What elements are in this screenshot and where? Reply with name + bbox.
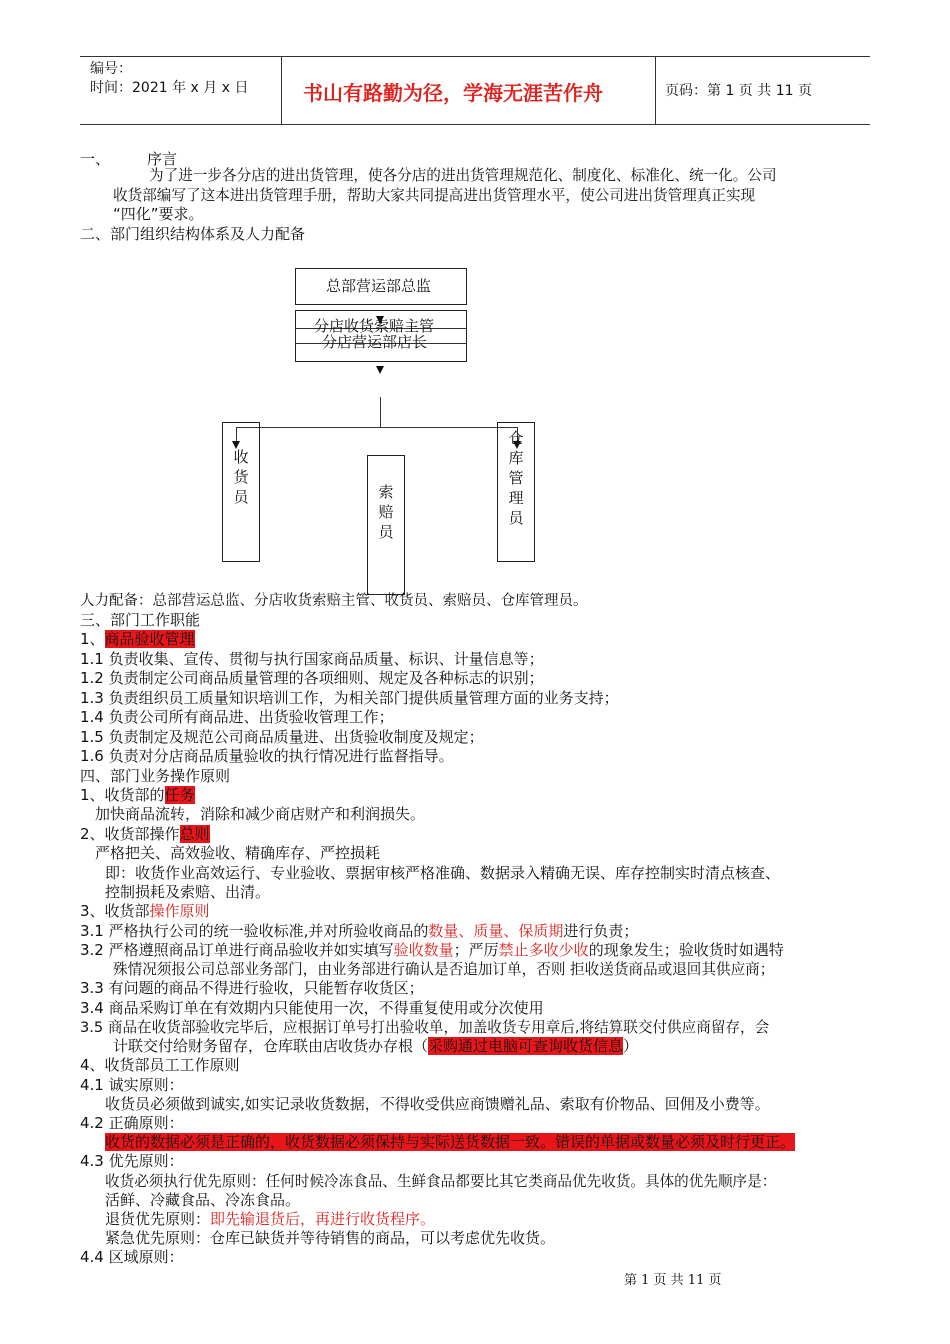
rule-3-4: 3.4 商品采购订单在有效期内只能使用一次，不得重复使用或分次使用 <box>80 999 544 1017</box>
date-label: 时间：2021 年 x 月 x 日 <box>90 80 249 96</box>
s4-2-text: 严格把关、高效验收、精确库存、严控损耗 <box>95 844 381 862</box>
section2-title: 二、部门组织结构体系及人力配备 <box>80 225 306 243</box>
rule-3-5: 3.5 商品在收货部验收完毕后，应根据订单号打出验收单，加盖收货专用章后,将结算联交付供应商留存，会 <box>80 1019 770 1036</box>
org-store-manager-label: 分店营运部店长 <box>322 333 428 351</box>
principle-honesty-title: 4.1 诚实原则： <box>80 1076 184 1094</box>
org-supervisor-label: 分店收货索赔主管 <box>314 317 435 335</box>
section1-number: 一、 <box>80 150 111 168</box>
org-warehouse-label: 仓库管理员 <box>508 429 524 527</box>
org-receiver-label: 收货员 <box>233 448 249 506</box>
return-priority: 退货优先原则：即先输退货后，再进行收货程序。 <box>105 1210 436 1228</box>
s4-3-title: 3、收货部操作原则 <box>80 902 210 920</box>
principle-priority-line-2: 活鲜、冷藏食品、冷冻食品。 <box>105 1191 301 1209</box>
org-director-label: 总部营运部总监 <box>326 277 432 295</box>
preface-line-1: 为了进一步各分店的进出货管理，使各分店的进出货管理规范化、制度化、标准化、统一化。公司 <box>149 167 777 184</box>
staffing-text: 人力配备：总部营运总监、分店收货索赔主管、收货员、索赔员、仓库管理员。 <box>80 593 588 609</box>
principle-priority-title: 4.3 优先原则： <box>80 1152 184 1170</box>
principle-accuracy-title: 4.2 正确原则： <box>80 1114 184 1132</box>
page-footer: 第 1 页 共 11 页 <box>624 1273 722 1288</box>
s4-2-detail-1: 即：收货作业高效运行、专业验收、票据审核严格准确、数据录入精确无误、库存控制实时清点核查、 <box>105 864 781 882</box>
principle-accuracy-text: 收货的数据必须是正确的，收货数据必须保持与实际送货数据一致。错误的单据或数量必须及时行更正。 <box>105 1133 796 1151</box>
duty-3: 1.3 负责组织员工质量知识培训工作，为相关部门提供质量管理方面的业务支持； <box>80 689 619 707</box>
preface-line-2: 收货部编写了这本进出货管理手册，帮助大家共同提高进出货管理水平，使公司进出货管理真正实现 <box>113 187 756 204</box>
principle-honesty-text: 收货员必须做到诚实,如实记录收货数据，不得收受供应商馈赠礼品、索取有价物品、回佣及小费等。 <box>105 1095 770 1113</box>
rule-3-2-cont: 殊情况须报公司总部业务部门，由业务部进行确认是否追加订单，否则 拒收送货商品或退回其供应商； <box>113 961 775 978</box>
preface-line-3: “四化”要求。 <box>113 205 204 223</box>
duty-6: 1.6 负责对分店商品质量验收的执行情况进行监督指导。 <box>80 747 454 765</box>
section4-title: 四、部门业务操作原则 <box>80 767 231 785</box>
s3-1-title: 1、商品验收管理 <box>80 630 195 648</box>
rule-3-3: 3.3 有问题的商品不得进行验收，只能暂存收货区； <box>80 979 424 997</box>
arrow-down-icon <box>376 366 384 374</box>
duty-1: 1.1 负责收集、宣传、贯彻与执行国家商品质量、标识、计量信息等； <box>80 650 544 668</box>
s4-4-title: 4、收货部员工工作原则 <box>80 1056 240 1074</box>
page-label: 页码：第 1 页 共 11 页 <box>665 83 812 99</box>
duty-2: 1.2 负责制定公司商品质量管理的各项细则、规定及各种标志的识别； <box>80 669 544 687</box>
rule-3-5-cont: 计联交付给财务留存，仓库联由店收货办存根（采购通过电脑可查询收货信息） <box>113 1037 639 1055</box>
rule-3-2: 3.2 严格遵照商品订单进行商品验收并如实填写验收数量；严厉禁止多收少收的现象发生；验收货时如遇特 <box>80 941 784 959</box>
org-claims-label: 索赔员 <box>378 483 394 541</box>
s4-1-title: 1、收货部的任务 <box>80 786 195 804</box>
header-motto: 书山有路勤为径，学海无涯苦作舟 <box>303 81 603 105</box>
s4-2-title: 2、收货部操作总则 <box>80 825 210 843</box>
duty-5: 1.5 负责制定及规范公司商品质量进、出货验收制度及规定； <box>80 728 484 746</box>
section1-title: 序言 <box>147 150 178 168</box>
arrow-down-icon <box>376 316 384 324</box>
principle-priority-line-1: 收货必须执行优先原则：任何时候冷冻食品、生鲜食品都要比其它类商品优先收货。具体的优先顺序是： <box>105 1173 777 1190</box>
principle-area-title: 4.4 区域原则： <box>80 1248 184 1266</box>
duty-4: 1.4 负责公司所有商品进、出货验收管理工作； <box>80 708 394 726</box>
s4-2-detail-2: 控制损耗及索赔、出清。 <box>105 883 271 901</box>
serial-label: 编号： <box>90 61 132 77</box>
rule-3-1: 3.1 严格执行公司的统一验收标准,并对所验收商品的数量、质量、保质期进行负责； <box>80 922 639 940</box>
urgent-priority: 紧急优先原则：仓库已缺货并等待销售的商品，可以考虑优先收货。 <box>105 1229 556 1247</box>
section3-title: 三、部门工作职能 <box>80 611 201 629</box>
s4-1-text: 加快商品流转，消除和减少商店财产和利润损失。 <box>95 805 426 823</box>
